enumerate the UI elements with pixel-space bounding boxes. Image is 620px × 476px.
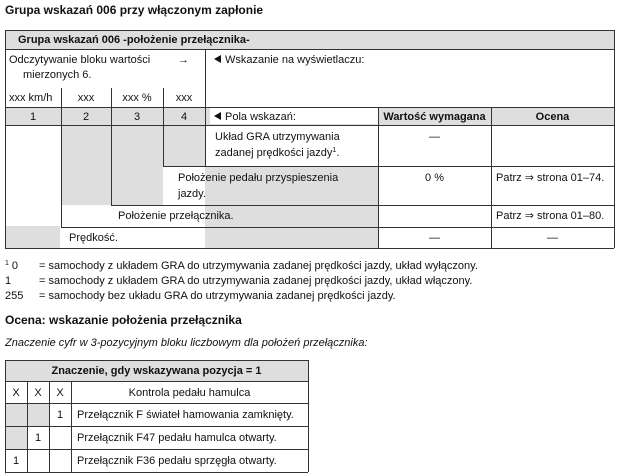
col-x-3: X [56, 387, 64, 399]
field-4: 4 [180, 111, 188, 123]
row2-assessment: Patrz ⇒ strona 01–74. [496, 172, 605, 184]
row1-mark-3: 1 [56, 409, 64, 421]
row1-label-2: zadanej prędkości jazdy$^1$. [215, 147, 340, 159]
section-intro: Znaczenie cyfr w 3-pozycyjnym bloku liczbowym dla położeń przełącznika: [5, 337, 368, 349]
row1-text: Przełącznik F świateł hamowania zamknięty. [77, 409, 294, 421]
display-label: Wskazanie na wyświetlaczu: [214, 53, 364, 67]
row1-label: Układ GRA utrzymywania [215, 131, 340, 143]
footnote-3: 255 [5, 290, 24, 302]
table-header: Grupa wskazań 006 -położenie przełącznika- [18, 34, 250, 46]
fields-label: Pola wskazań: [214, 110, 296, 124]
col-required: Wartość wymagana [383, 111, 486, 123]
pointer-icon [214, 55, 221, 63]
row2-label: Położenie pedału przyspieszenia [178, 172, 339, 184]
row2-label-2: jazdy. [178, 188, 206, 200]
field-3: 3 [133, 111, 141, 123]
unit-1: xxx km/h [9, 92, 53, 104]
row4-label: Prędkość. [69, 232, 118, 244]
reading-label: Odczytywanie bloku wartości [9, 54, 151, 66]
row2-mark-2: 1 [34, 432, 42, 444]
row3-mark-1: 1 [12, 455, 20, 467]
row4-assessment: — [547, 232, 558, 244]
footnote-1: $^1$ 0 [5, 260, 19, 272]
footnote-3-text: = samochody bez układu GRA do utrzymywania zadanej prędkości jazdy. [39, 290, 396, 302]
pointer-icon [214, 112, 221, 120]
row2-text: Przełącznik F47 pedału hamulca otwarty. [77, 432, 277, 444]
row1-required: — [429, 131, 440, 143]
row4-required: — [429, 232, 440, 244]
row2-required: 0 % [425, 172, 444, 184]
col-brake-label: Kontrola pedału hamulca [128, 387, 251, 399]
footnote-2-text: = samochody z układem GRA do utrzymywania zadanej prędkości jazdy, układ włączony. [39, 275, 473, 287]
unit-4: xxx [175, 92, 193, 104]
col-x-2: X [34, 387, 42, 399]
page-title: Grupa wskazań 006 przy włączonym zapłonie [5, 3, 264, 17]
small-table-header: Znaczenie, gdy wskazywana pozycja = 1 [51, 365, 262, 377]
row3-label: Położenie przełącznika. [118, 210, 234, 222]
row3-assessment: Patrz ⇒ strona 01–80. [496, 210, 605, 222]
field-1: 1 [29, 111, 37, 123]
reading-label-2: mierzonych 6. [23, 69, 92, 81]
footnote-2: 1 [5, 275, 12, 287]
col-x-1: X [12, 387, 20, 399]
field-2: 2 [82, 111, 90, 123]
unit-3: xxx % [122, 92, 152, 104]
row3-text: Przełącznik F36 pedału sprzęgła otwarty. [77, 455, 277, 467]
arrow-right-icon: → [178, 54, 189, 66]
unit-2: xxx [77, 92, 95, 104]
col-assessment: Ocena [535, 111, 570, 123]
footnote-1-text: = samochody z układem GRA do utrzymywania zadanej prędkości jazdy, układ wyłączony. [39, 260, 478, 272]
section-title: Ocena: wskazanie położenia przełącznika [5, 313, 242, 327]
